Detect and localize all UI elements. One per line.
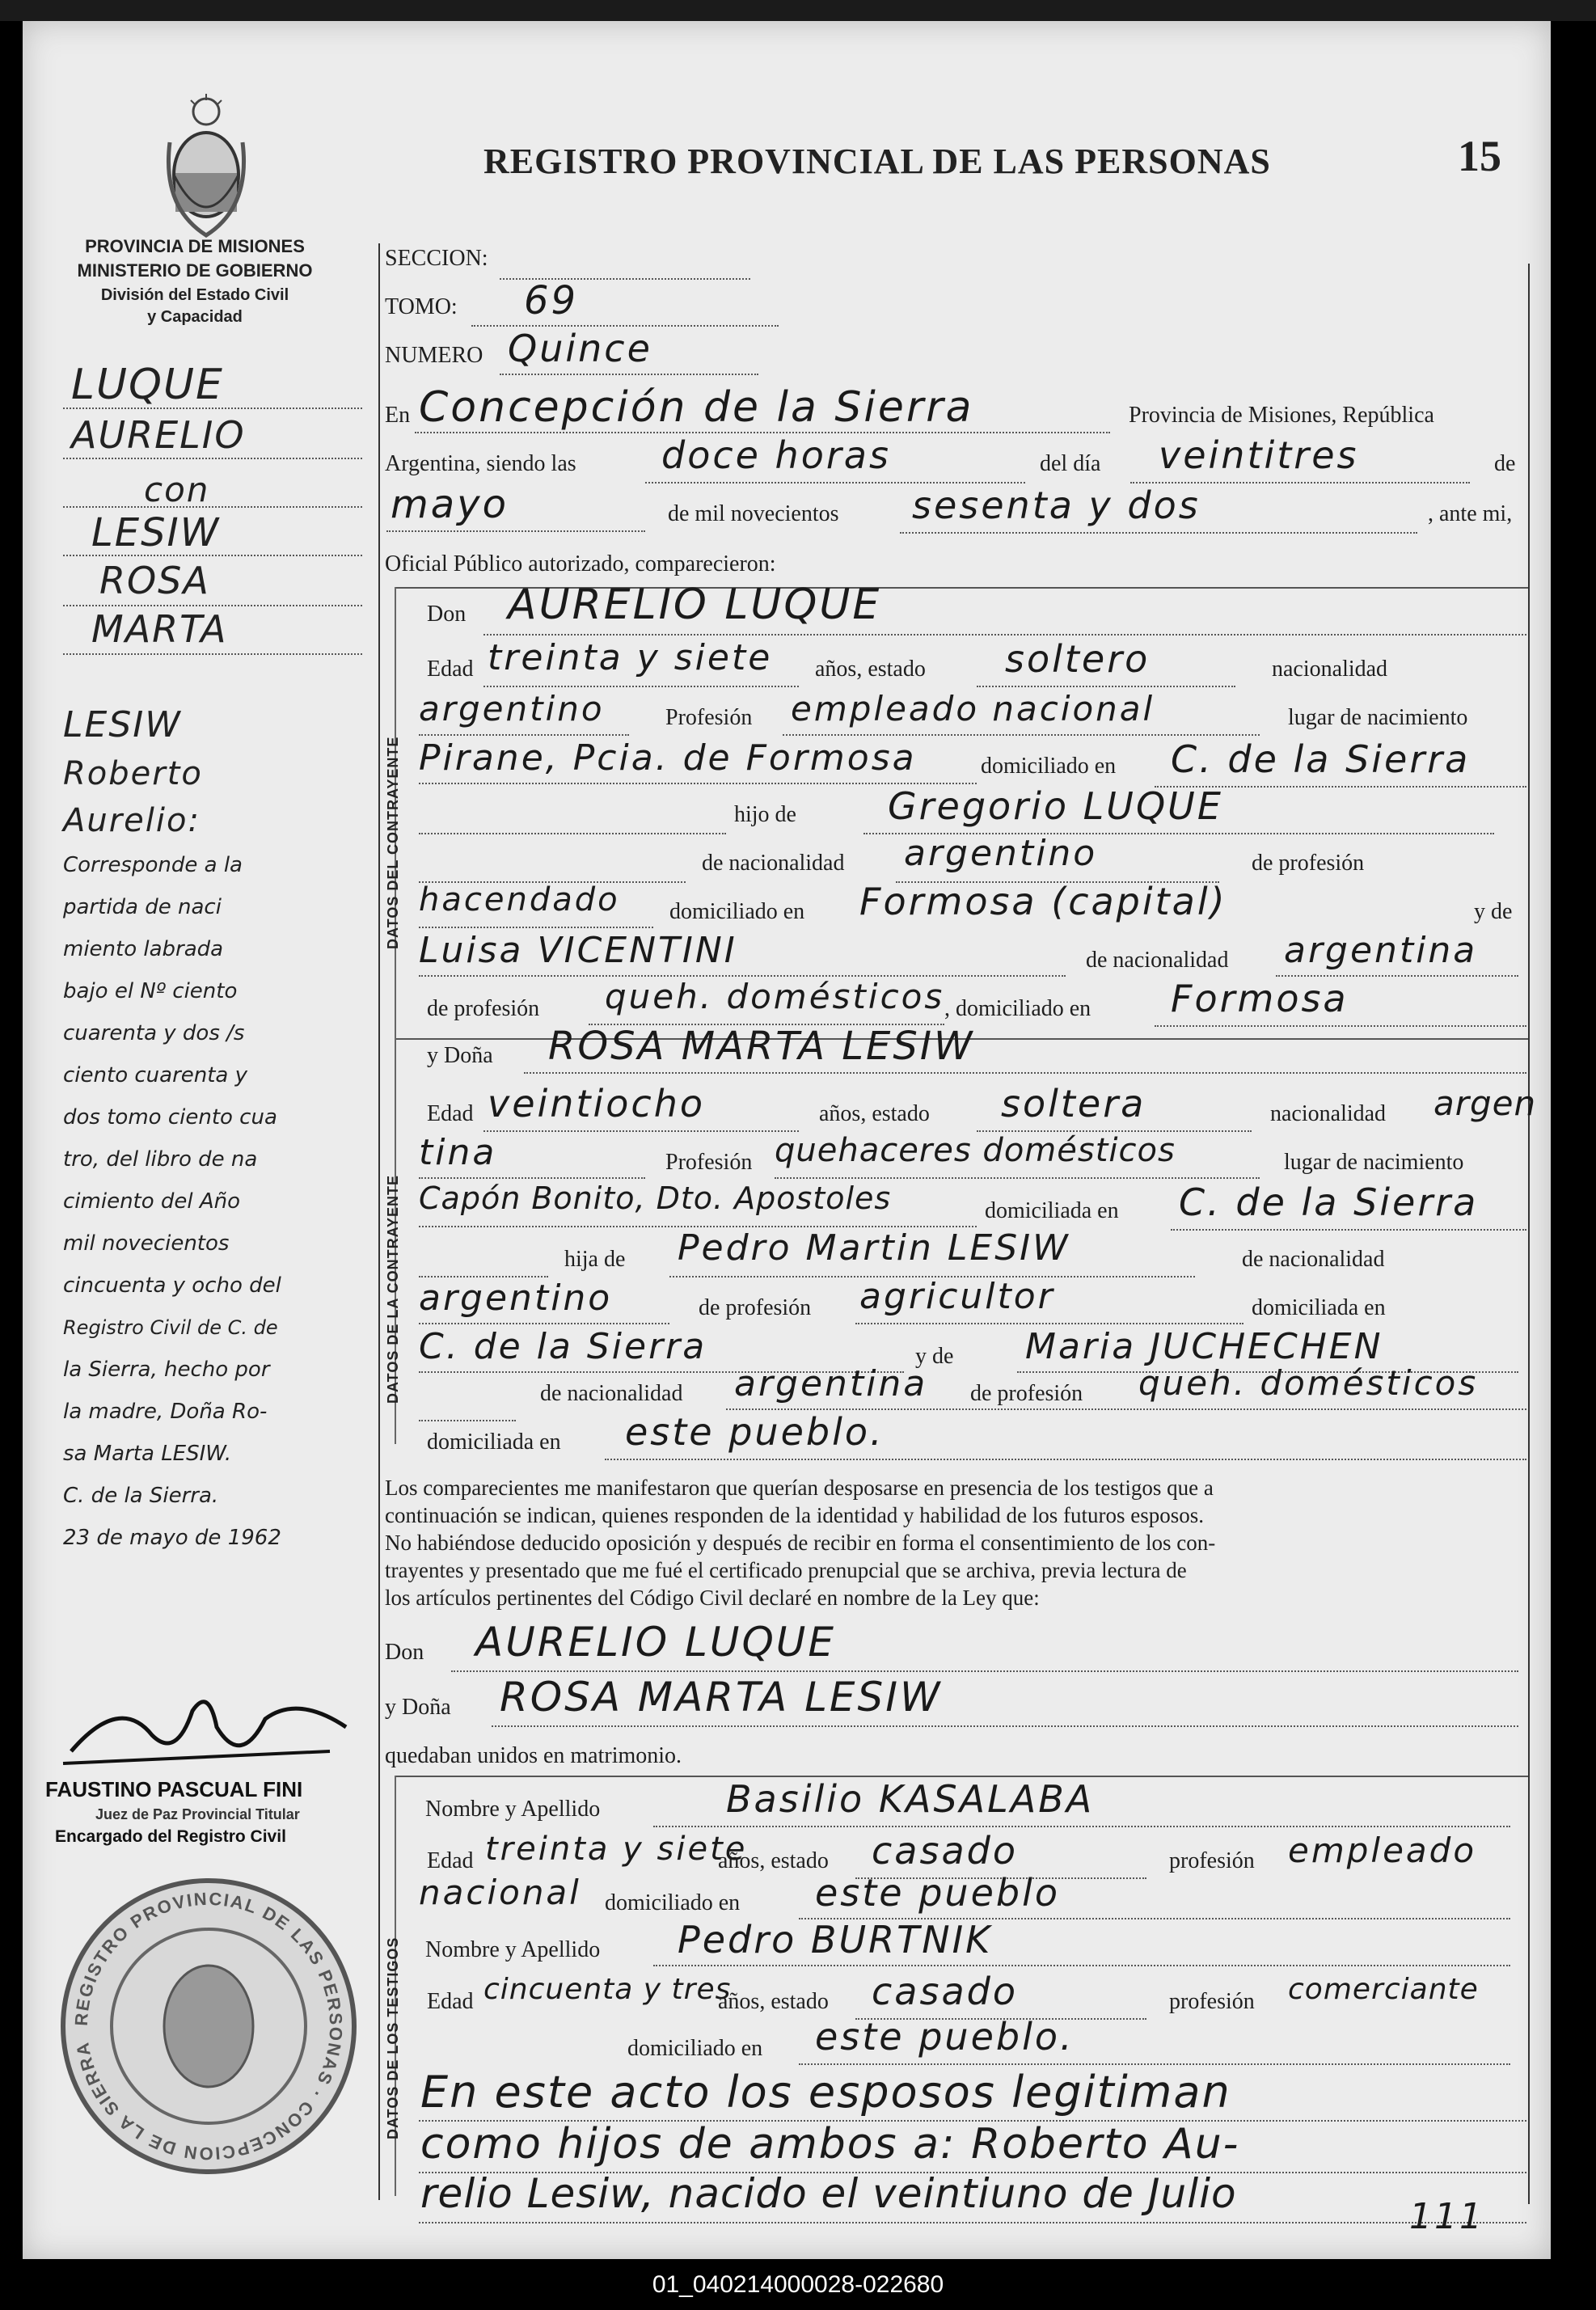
note-line: 23 de mayo de 1962	[63, 1526, 281, 1550]
note-line: LESIW	[63, 704, 182, 745]
folio-number: 111	[1409, 2196, 1484, 2237]
padre-nac-label: de nacionalidad	[1242, 1247, 1385, 1272]
numero-label: NUMERO	[385, 343, 483, 368]
province-label: PROVINCIA DE MISIONES	[85, 236, 305, 256]
profesion-label: Profesión	[665, 705, 753, 730]
nacionalidad-label: nacionalidad	[1272, 657, 1388, 682]
coat-of-arms-icon	[162, 94, 251, 247]
note-line: miento labrada	[63, 937, 224, 961]
madre-contrayenta-profesion: queh. domésticos	[1138, 1363, 1479, 1403]
frame-line-right	[1528, 264, 1530, 2204]
note-line: cimiento del Año	[63, 1189, 241, 1214]
note-line: dos tomo ciento cua	[63, 1105, 277, 1130]
contrayente-mujer-section-label: DATOS DE LA CONTRAYENTE	[385, 1174, 401, 1404]
madre-prof-label: de profesión	[970, 1381, 1083, 1406]
t2-edad-label: Edad	[427, 1989, 474, 2014]
note-line: Roberto	[63, 755, 203, 792]
contrayente-nacionalidad: argentino	[419, 689, 605, 728]
quedaban-text: quedaban unidos en matrimonio.	[385, 1743, 682, 1768]
ante-mi-text: , ante mi,	[1428, 501, 1513, 526]
madre-nacionalidad: argentina	[1284, 930, 1478, 971]
decl-dona-label: y Doña	[385, 1695, 451, 1720]
del-dia-text: del día	[1040, 451, 1101, 476]
testigo1-domicilio: este pueblo	[815, 1871, 1061, 1915]
padre-nacionalidad: argentino	[904, 833, 1098, 874]
de-nacionalidad-label: de nacionalidad	[702, 851, 845, 876]
padre-nombre: Gregorio LUQUE	[888, 784, 1223, 828]
madre-nac-label: de nacionalidad	[1086, 948, 1229, 973]
contrayenta-profesion: quehaceres domésticos	[775, 1132, 1176, 1169]
de-text: de	[1494, 451, 1516, 476]
document-page	[23, 21, 1551, 2259]
testigo1-profesion-1: empleado	[1288, 1831, 1477, 1870]
anios-estado-label: años, estado	[819, 1101, 930, 1126]
t1-dom-label: domiciliado en	[605, 1890, 741, 1915]
profesion-label: Profesión	[665, 1150, 753, 1175]
contrayente-estado: soltero	[1005, 637, 1151, 681]
decl-dona-value: ROSA MARTA LESIW	[500, 1674, 943, 1721]
frame-line-left	[378, 243, 380, 2200]
padre-profesion: hacendado	[419, 881, 620, 919]
note-line: cincuenta y ocho del	[63, 1273, 281, 1298]
dona-label: y Doña	[427, 1043, 493, 1068]
lugar-nacimiento-label: lugar de nacimiento	[1288, 705, 1468, 730]
note-line: la madre, Doña Ro-	[63, 1400, 268, 1424]
hijo-de-label: hijo de	[734, 802, 796, 827]
testigo2-edad: cincuenta y tres	[483, 1973, 732, 2006]
mes-value: mayo	[391, 482, 509, 527]
t2-nombre-label: Nombre y Apellido	[425, 1937, 601, 1962]
anio-text: de mil novecientos	[668, 501, 839, 526]
contrayente-lugar: Pirane, Pcia. de Formosa	[419, 737, 917, 779]
testigo2-estado: casado	[872, 1970, 1018, 2013]
note-line: cuarenta y dos /s	[63, 1021, 245, 1045]
y-de-label: y de	[915, 1344, 954, 1369]
legitimacion-line: relio Lesiw, nacido el veintiuno de Julio	[420, 2170, 1237, 2217]
declaracion-line: Los comparecientes me manifestaron que querían desposarse en presencia de los testigos que a	[385, 1476, 1214, 1500]
contrayente-section-label: DATOS DEL CONTRAYENTE	[385, 736, 401, 949]
y-de-label: y de	[1474, 899, 1513, 924]
domiciliado-label: domiciliado en	[981, 754, 1117, 779]
contrayenta-nacionalidad-2: tina	[419, 1132, 497, 1173]
note-line: mil novecientos	[63, 1231, 230, 1256]
note-line: Corresponde a la	[63, 853, 243, 877]
oficial-text: Oficial Público autorizado, comparecieron:	[385, 551, 776, 576]
note-line: partida de naci	[63, 895, 222, 919]
contrayenta-domicilio: C. de la Sierra	[1179, 1180, 1479, 1224]
note-line: ciento cuarenta y	[63, 1063, 248, 1087]
margin-note	[63, 700, 370, 1559]
padre-contrayenta-profesion: agricultor	[859, 1276, 1055, 1317]
t1-prof-label: profesión	[1169, 1848, 1255, 1873]
anios-estado-label: años, estado	[815, 657, 926, 682]
madre-domicilio: Formosa	[1171, 977, 1349, 1020]
note-line: sa Marta LESIW.	[63, 1442, 232, 1466]
tomo-value: 69	[524, 278, 579, 323]
hora-value: doce horas	[661, 433, 891, 477]
padre-domicilio: Formosa (capital)	[859, 880, 1227, 923]
edad-label: Edad	[427, 657, 474, 682]
t2-prof-label: profesión	[1169, 1989, 1255, 2014]
madre-contrayenta-domicilio: este pueblo.	[625, 1410, 885, 1454]
division-label-2: y Capacidad	[147, 308, 243, 326]
testigo2-profesion: comerciante	[1288, 1973, 1479, 2006]
seal-text: REGISTRO PROVINCIAL DE LAS PERSONAS · CONCEPCION DE LA SIERRA	[70, 1888, 347, 2164]
round-seal-icon	[55, 1873, 362, 2180]
madre-profesion: queh. domésticos	[605, 977, 945, 1016]
decl-don-label: Don	[385, 1640, 424, 1665]
padre-contrayenta-nacionalidad: argentino	[419, 1277, 613, 1319]
declaracion-line: trayentes y presentado que me fué el certificado prenupcial que se archiva, previa lectura de	[385, 1558, 1187, 1582]
contrayenta-estado: soltera	[1001, 1082, 1146, 1125]
de-profesion-label: de profesión	[1252, 851, 1365, 876]
lugar-nacimiento-label: lugar de nacimiento	[1284, 1150, 1464, 1175]
t2-anios-estado: años, estado	[718, 1989, 829, 2014]
seccion-label: SECCION:	[385, 246, 488, 271]
stamp-name: FAUSTINO PASCUAL FINI	[45, 1777, 303, 1801]
madre-prof-label: de profesión	[427, 996, 540, 1021]
edad-label: Edad	[427, 1101, 474, 1126]
legitimacion-line: como hijos de ambos a: Roberto Au-	[420, 2120, 1240, 2169]
margin-name: ROSA	[99, 559, 210, 602]
madre-contrayenta-nacionalidad: argentina	[734, 1363, 928, 1404]
note-line: C. de la Sierra.	[63, 1484, 219, 1508]
en-value: Concepción de la Sierra	[419, 383, 974, 432]
madre-dom-label: , domiciliado en	[944, 996, 1091, 1021]
testigo1-estado: casado	[872, 1829, 1018, 1873]
madre-nombre: Luisa VICENTINI	[419, 930, 737, 971]
t1-edad-label: Edad	[427, 1848, 474, 1873]
anio-value: sesenta y dos	[912, 484, 1201, 527]
hija-de-label: hija de	[564, 1247, 626, 1272]
t2-dom-label: domiciliado en	[627, 2036, 763, 2061]
stamp-role: Juez de Paz Provincial Titular	[95, 1806, 300, 1822]
domiciliada-label: domiciliada en	[985, 1198, 1119, 1223]
declaracion-line: continuación se indican, quienes responden de la identidad y habilidad de los futuros esposos.	[385, 1503, 1205, 1527]
padre-dom-label: domiciliada en	[1252, 1295, 1386, 1320]
page-number: 15	[1458, 132, 1501, 180]
tomo-label: TOMO:	[385, 294, 458, 319]
argentina-text: Argentina, siendo las	[385, 451, 576, 476]
madre-contrayenta-nombre: Maria JUCHECHEN	[1025, 1326, 1383, 1367]
legitimacion-line: En este acto los esposos legitiman	[420, 2067, 1231, 2118]
padre-domiciliado-label: domiciliado en	[669, 899, 805, 924]
dia-value: veintitres	[1159, 433, 1359, 477]
signature-mark	[55, 1679, 362, 1776]
margin-name: con	[144, 470, 210, 509]
testigo1-profesion-2: nacional	[419, 1873, 581, 1912]
note-line: Aurelio:	[63, 802, 201, 839]
stamp-role: Encargado del Registro Civil	[55, 1827, 286, 1846]
testigo2-nombre: Pedro BURTNIK	[678, 1918, 993, 1962]
margin-name: MARTA	[91, 607, 228, 651]
contrayente-domicilio: C. de la Sierra	[1171, 737, 1471, 781]
page-title: REGISTRO PROVINCIAL DE LAS PERSONAS	[483, 141, 1271, 181]
note-line: la Sierra, hecho por	[63, 1358, 270, 1382]
en-label: En	[385, 403, 411, 428]
note-line: tro, del libro de na	[63, 1147, 258, 1172]
madre-nac-label: de nacionalidad	[540, 1381, 683, 1406]
declaracion-line: No habiéndose deducido oposición y después de recibir en forma el consentimiento de los con-	[385, 1531, 1216, 1555]
padre-contrayenta-nombre: Pedro Martin LESIW	[678, 1227, 1070, 1269]
contrayenta-nacionalidad-1: argen	[1433, 1083, 1537, 1123]
don-label: Don	[427, 602, 467, 627]
note-line: Registro Civil de C. de	[63, 1316, 278, 1339]
ministry-label: MINISTERIO DE GOBIERNO	[77, 260, 313, 281]
contrayente-edad: treinta y siete	[488, 637, 773, 678]
margin-name: LUQUE	[71, 361, 224, 409]
padre-prof-label: de profesión	[699, 1295, 812, 1320]
division-label: División del Estado Civil	[100, 286, 289, 304]
contrayente-nombre: AURELIO LUQUE	[508, 581, 882, 629]
declaracion-line: los artículos pertinentes del Código Civil declaré en nombre de la Ley que:	[385, 1586, 1040, 1610]
madre-dom-label: domiciliada en	[427, 1429, 561, 1455]
contrayenta-nombre: ROSA MARTA LESIW	[548, 1024, 975, 1069]
contrayenta-lugar: Capón Bonito, Dto. Apostoles	[419, 1180, 892, 1216]
testigo1-nombre: Basilio KASALABA	[726, 1777, 1095, 1821]
contrayente-profesion: empleado nacional	[791, 689, 1155, 728]
testigo2-domicilio: este pueblo.	[815, 2015, 1075, 2059]
testigos-section-label: DATOS DE LOS TESTIGOS	[385, 1936, 401, 2139]
provincia-text: Provincia de Misiones, República	[1129, 403, 1434, 428]
numero-value: Quince	[508, 327, 652, 370]
margin-name: AURELIO	[71, 413, 246, 457]
image-code-footer: 01_040214000028-022680	[0, 2259, 1596, 2310]
margin-name: LESIW	[91, 510, 221, 555]
padre-contrayenta-domicilio: C. de la Sierra	[419, 1326, 707, 1367]
t1-nombre-label: Nombre y Apellido	[425, 1797, 601, 1822]
note-line: bajo el Nº ciento	[63, 979, 238, 1003]
contrayenta-edad: veintiocho	[488, 1082, 706, 1125]
t1-anios-estado: años, estado	[718, 1848, 829, 1873]
testigo1-edad: treinta y siete	[485, 1831, 748, 1868]
nacionalidad-label: nacionalidad	[1270, 1101, 1387, 1126]
scanner-top-strip	[0, 0, 1596, 21]
decl-don-value: AURELIO LUQUE	[475, 1619, 836, 1666]
